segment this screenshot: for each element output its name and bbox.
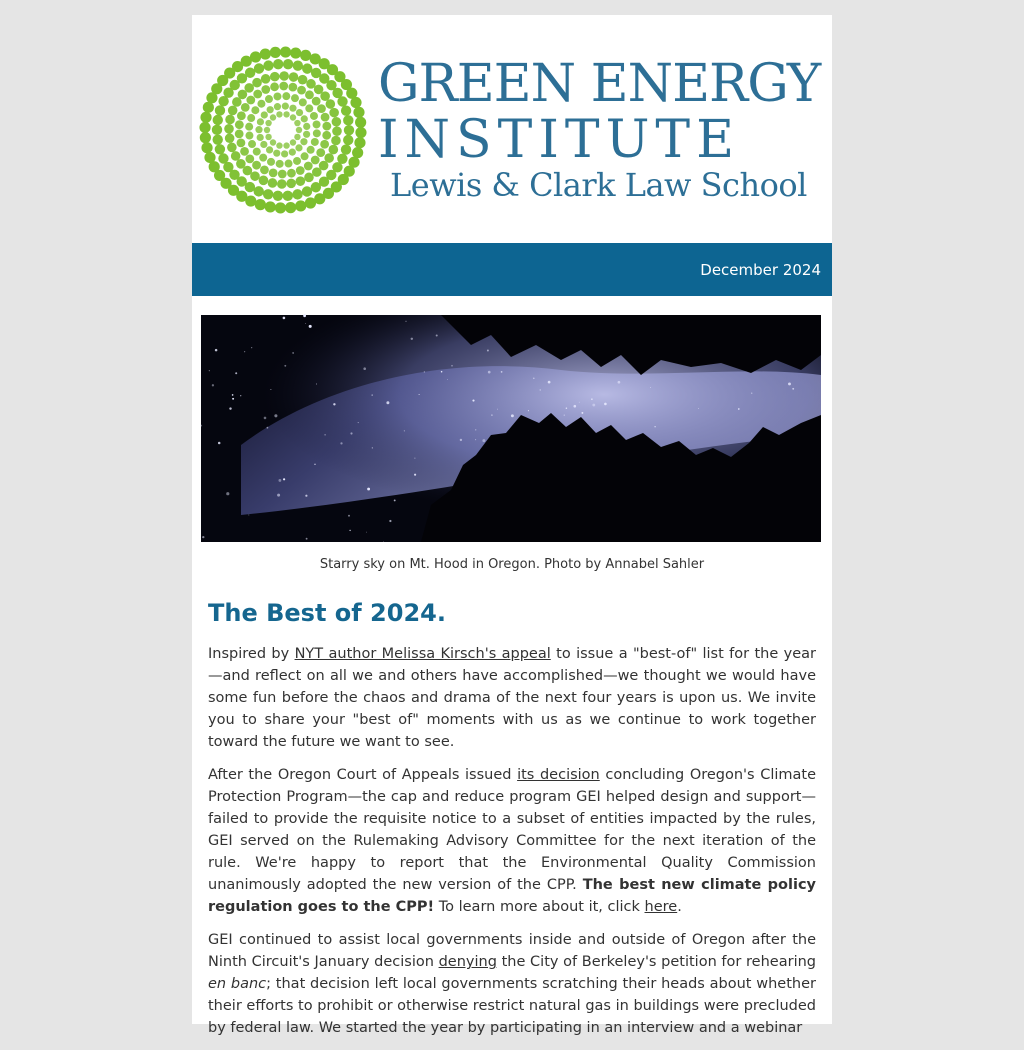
- newsletter-container: [192, 15, 832, 1036]
- green-dot-mandala-icon: [196, 43, 370, 217]
- p3-text-1: GEI continued to assist local governments inside and outside of Oregon after the Ninth Circuit's January decision: [208, 932, 816, 970]
- p3-italic-text: en banc: [208, 976, 267, 992]
- court-decision-link[interactable]: its decision: [517, 767, 600, 783]
- date-bar: [192, 243, 832, 296]
- p2-text-3: To learn more about it, click: [434, 899, 645, 915]
- p2-text-4: .: [677, 899, 682, 915]
- cpp-learn-more-link[interactable]: here: [644, 899, 678, 915]
- p2-text-1: After the Oregon Court of Appeals issued: [208, 767, 518, 783]
- p1-text-1: Inspired by: [208, 646, 295, 662]
- starry-night-sky-image: [201, 315, 821, 542]
- brand-line-1: GREEN ENERGY: [378, 54, 821, 114]
- p3-text-3: ; that decision left local governments scratching their heads about whether their efforts to prohibit or otherwise restrict natural gas in buildings were precluded by federal law. We started the year by participating in an interview and a webinar: [208, 976, 816, 1036]
- p1-text-2: to issue a "best-of" list for the year—and reflect on all we and others have accomplished—we thought we would have some fun before the chaos and drama of the next four years is upon us. We invite you to share your "best of" moments with us as we continue to work together toward the future we want to see.: [208, 646, 816, 750]
- article-title: The Best of 2024.: [208, 599, 446, 627]
- article-body: [208, 597, 816, 1050]
- p3-text-2: the City of Berkeley's petition for rehearing: [496, 954, 816, 970]
- brand-wordmark: [378, 55, 826, 205]
- hero-caption: Starry sky on Mt. Hood in Oregon. Photo by Annabel Sahler: [319, 557, 705, 572]
- issue-date: December 2024: [700, 261, 821, 279]
- p2-bold-text: The best new climate policy regulation goes to the CPP!: [208, 877, 816, 915]
- brand-line-3: Lewis & Clark Law School: [390, 166, 807, 204]
- paragraph-3: [208, 929, 816, 1039]
- p2-text-2: concluding Oregon's Climate Protection Program—the cap and reduce program GEI helped design and support—failed to provide the requisite notice to a subset of entities impacted by the rules, GEI served on the Rulemaking Advisory Committee for the next iteration of the rule. We're happy to report that the Environmental Quality Commission unanimously adopted the new version of the CPP.: [208, 767, 817, 893]
- paragraph-1: [208, 643, 816, 753]
- nyt-appeal-link[interactable]: NYT author Melissa Kirsch's appeal: [294, 646, 551, 662]
- newsletter-header: [192, 15, 832, 243]
- brand-line-2: INSTITUTE: [378, 110, 741, 170]
- paragraph-2: [208, 764, 816, 918]
- ninth-circuit-denial-link[interactable]: denying: [438, 954, 497, 970]
